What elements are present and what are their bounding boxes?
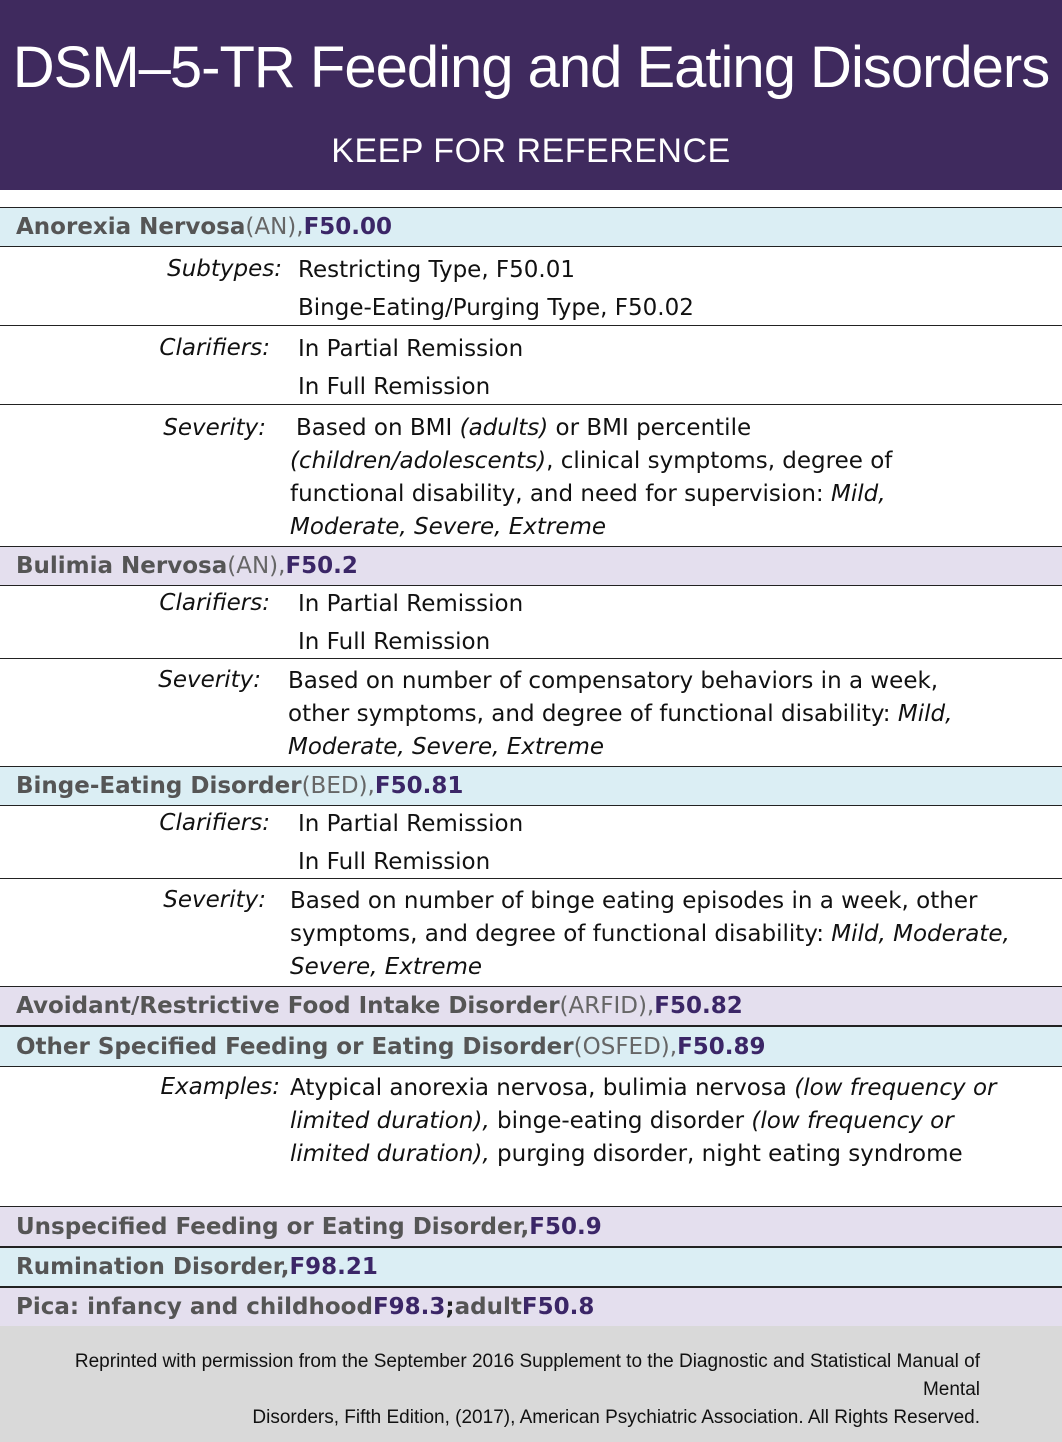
page-subtitle: KEEP FOR REFERENCE: [331, 132, 731, 170]
disorder-code: F50.81: [374, 773, 464, 799]
examples-text: Atypical anorexia nervosa, bulimia nervosa (low frequency or limited duration), binge-eating disorder (low frequency or limited duration), purging disorder, night eating syndrome: [290, 1075, 997, 1167]
subtype-item: Restricting Type, F50.01: [298, 257, 576, 283]
disorder-name: Binge-Eating Disorder: [16, 773, 302, 799]
disorder-code: F50.82: [654, 993, 743, 1019]
clarifiers-label: Clarifiers:: [159, 335, 270, 361]
page-title: DSM–5-TR Feeding and Eating Disorders: [12, 35, 1050, 100]
severity-label: Severity:: [158, 667, 261, 693]
row-divider: [0, 658, 1062, 659]
severity-label: Severity:: [163, 887, 266, 913]
examples-label: Examples:: [160, 1074, 280, 1100]
clarifier-item: In Partial Remission: [298, 336, 524, 362]
clarifier-item: In Partial Remission: [298, 591, 524, 617]
disorder-name: adult: [454, 1294, 522, 1320]
clarifiers-label: Clarifiers:: [159, 810, 270, 836]
severity-text: Based on BMI (adults) or BMI percentile (children/adolescents), clinical symptoms, degree of functional disability, and need for supervision: Mild, Moderate, Severe, Extreme: [290, 415, 893, 540]
disorder-code: F50.89: [677, 1033, 766, 1060]
footnote-line: Reprinted with permission from the September 2016 Supplement to the Diagnostic and Statistical Manual of Mental: [74, 1351, 980, 1400]
section-unspecified: [0, 1206, 1062, 1247]
footer: [0, 1326, 1062, 1442]
disorder-name: Pica: infancy and childhood: [16, 1294, 373, 1320]
clarifiers-label: Clarifiers:: [159, 590, 270, 616]
clarifier-item: In Full Remission: [298, 629, 491, 655]
disorder-name: Avoidant/Restrictive Food Intake Disorder: [16, 993, 560, 1019]
disorder-name: Bulimia Nervosa: [16, 553, 228, 579]
clarifier-item: In Full Remission: [298, 849, 491, 875]
permission-note: [40, 1348, 980, 1432]
section-rumination: [0, 1247, 1062, 1287]
clarifier-item: In Full Remission: [298, 374, 491, 400]
row-divider: [0, 878, 1062, 879]
subtypes-label: Subtypes:: [167, 256, 282, 282]
section-bulimia-nervosa: [0, 546, 1062, 586]
section-binge-eating-disorder: [0, 766, 1062, 806]
section-arfid: [0, 986, 1062, 1026]
disorder-code: F50.00: [303, 214, 393, 240]
disorder-abbr: (BED),: [301, 773, 375, 799]
clarifier-item: In Partial Remission: [298, 811, 524, 837]
section-pica: [0, 1287, 1062, 1327]
severity-label: Severity:: [163, 415, 266, 441]
disorder-code: F50.8: [521, 1294, 595, 1320]
row-divider: [0, 404, 1062, 405]
disorder-abbr: (AN),: [227, 553, 286, 579]
disorder-abbr: (OSFED),: [573, 1033, 678, 1060]
disorder-abbr: (ARFID),: [559, 993, 655, 1019]
disorder-name: Other Specified Feeding or Eating Disorder: [16, 1033, 574, 1060]
disorder-code: F50.9: [529, 1213, 602, 1240]
disorder-name: Rumination Disorder,: [16, 1254, 290, 1280]
disorder-name: Anorexia Nervosa: [16, 214, 246, 240]
disorder-name: Unspecified Feeding or Eating Disorder,: [16, 1213, 530, 1240]
footnote-line: Disorders, Fifth Edition, (2017), American Psychiatric Association. All Rights Reserved.: [252, 1407, 980, 1428]
section-osfed: [0, 1026, 1062, 1067]
disorder-code: F98.21: [289, 1254, 378, 1280]
disorder-code: F50.2: [285, 553, 358, 579]
section-anorexia-nervosa: [0, 207, 1062, 247]
header-banner: [0, 0, 1062, 190]
separator: ;: [445, 1294, 455, 1320]
disorder-abbr: (AN),: [245, 214, 304, 240]
row-divider: [0, 325, 1062, 326]
severity-text: Based on number of binge eating episodes in a week, other symptoms, and degree of functional disability: Mild, Moderate, Severe, Extreme: [290, 888, 1010, 980]
disorder-code: F98.3: [372, 1294, 446, 1320]
severity-text: Based on number of compensatory behaviors in a week, other symptoms, and degree of functional disability: Mild, Moderate, Severe, Extreme: [288, 668, 953, 760]
subtype-item: Binge-Eating/Purging Type, F50.02: [298, 295, 694, 321]
